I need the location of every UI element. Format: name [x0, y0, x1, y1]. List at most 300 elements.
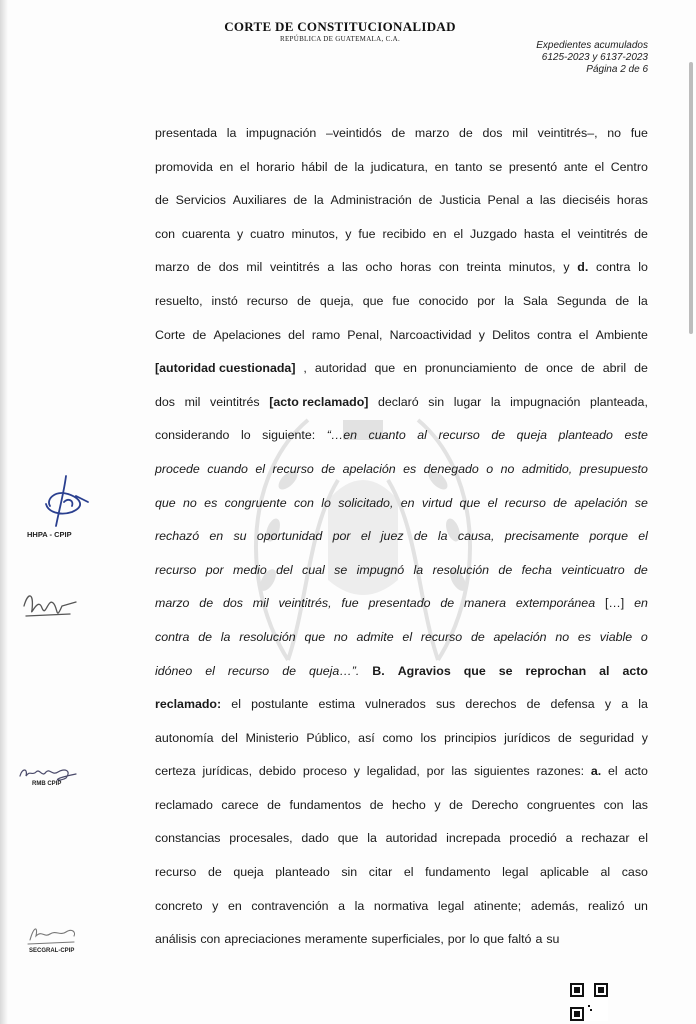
word: jurídicos	[504, 730, 551, 745]
word: Corte	[155, 327, 186, 342]
word: resuelto,	[155, 293, 203, 308]
word: mil	[512, 126, 528, 140]
word: horas	[400, 260, 432, 275]
word: viable	[599, 629, 633, 644]
word: procede	[155, 461, 200, 476]
scrollbar[interactable]	[689, 62, 693, 334]
word: oportunidad	[256, 529, 323, 544]
word: de	[634, 361, 648, 376]
word: acto	[624, 764, 648, 779]
word: fecha	[521, 562, 552, 577]
word: de	[334, 159, 348, 174]
word: el	[239, 159, 250, 174]
word: en	[403, 361, 417, 376]
word: su	[546, 932, 560, 947]
word: a	[535, 932, 543, 947]
word: queja…”.	[309, 663, 360, 678]
word: legal	[502, 865, 529, 880]
word: admitido,	[521, 461, 573, 476]
word: contravención	[251, 898, 329, 913]
text-line	[155, 151, 648, 185]
word: en	[219, 159, 234, 174]
word: en	[400, 495, 415, 510]
word: por	[332, 529, 351, 544]
word: aplicable	[539, 865, 589, 880]
word: cuando	[207, 461, 248, 476]
word: de	[491, 428, 506, 443]
word: recurso	[420, 629, 463, 644]
case-reference	[536, 40, 648, 76]
word: que	[362, 293, 384, 308]
word: legal	[437, 898, 465, 913]
word: Penal	[487, 193, 520, 208]
word: razones:	[536, 764, 585, 779]
signature-label-3: SECGRAL-CPIP	[29, 948, 75, 954]
word: de	[634, 226, 648, 241]
word: de	[199, 596, 214, 611]
word: [autoridad cuestionada]	[155, 361, 296, 376]
word: la	[226, 126, 237, 140]
word: porque	[589, 529, 628, 544]
text-line	[155, 218, 648, 252]
word: a	[565, 831, 573, 846]
word: al	[600, 865, 611, 880]
word: impugnación	[246, 126, 317, 140]
word: de	[321, 461, 336, 476]
word: superficiales,	[371, 932, 444, 947]
word: de	[459, 126, 473, 140]
word: del	[276, 562, 293, 577]
word: presupuesto	[579, 461, 648, 476]
word: sin	[428, 394, 445, 409]
word: atinente;	[473, 898, 522, 913]
word: o	[640, 629, 648, 644]
word: que	[483, 932, 505, 947]
word: marzo	[155, 596, 190, 611]
word: horario	[256, 159, 295, 174]
word: las	[341, 260, 358, 275]
word: fue	[358, 226, 376, 241]
text-line	[155, 554, 648, 588]
text-line	[155, 856, 648, 890]
word: de	[524, 361, 539, 376]
word: por	[426, 764, 445, 779]
word: veintitrés–,	[537, 126, 598, 140]
word: el	[487, 495, 498, 510]
word: declaró	[378, 394, 419, 409]
word: fue	[630, 126, 648, 140]
word: promovida	[155, 159, 213, 174]
word: y	[563, 260, 570, 275]
word: considerando	[155, 428, 230, 443]
word: el	[561, 226, 571, 241]
word: hábil	[301, 159, 328, 174]
word: la	[413, 562, 424, 577]
word: el	[608, 764, 618, 779]
word: de	[615, 293, 630, 308]
word: es	[577, 629, 591, 644]
word: no	[183, 495, 197, 510]
word: de	[282, 663, 296, 678]
word: de	[580, 361, 595, 376]
word: recurso	[155, 562, 197, 577]
word: este	[624, 428, 648, 443]
word: en	[434, 159, 449, 174]
word: Penal,	[347, 327, 383, 342]
word: presentado	[368, 596, 431, 611]
word: recurso	[438, 428, 480, 443]
text-line	[155, 688, 648, 722]
word: de	[553, 495, 568, 510]
word: caso	[621, 865, 648, 880]
case-type: Expedientes acumulados	[536, 40, 648, 51]
word: de	[391, 126, 406, 140]
word: planteado	[558, 428, 613, 443]
page-edge-shadow	[0, 0, 8, 1024]
word: recurso	[504, 495, 546, 510]
word: ante	[563, 159, 588, 174]
word: además,	[530, 898, 579, 913]
word: lugar	[453, 394, 482, 409]
word: denegado	[423, 461, 479, 476]
word: de	[192, 327, 207, 342]
word: contra	[537, 327, 572, 342]
word: de	[440, 596, 455, 611]
word: Apelaciones	[213, 327, 281, 342]
body-text	[155, 117, 648, 957]
text-line	[155, 487, 648, 521]
word: mil	[252, 596, 269, 611]
word: la	[354, 898, 365, 913]
word: Público,	[306, 730, 351, 745]
word: juez	[380, 529, 404, 544]
word: defensa	[550, 697, 595, 712]
word: normativa	[373, 898, 429, 913]
word: queja	[516, 428, 547, 443]
word: de	[413, 529, 428, 544]
word: queja	[233, 865, 264, 880]
word: su	[233, 529, 247, 544]
text-line	[155, 520, 648, 554]
word: “…en	[326, 428, 358, 443]
word: virtud	[421, 495, 453, 510]
word: el	[638, 831, 648, 846]
word: con	[438, 260, 459, 275]
word: por	[447, 932, 466, 947]
word: recurso	[246, 293, 289, 308]
word: ocho	[365, 260, 393, 275]
word: por	[477, 293, 496, 308]
word: de	[155, 193, 169, 208]
word: de	[293, 193, 308, 208]
text-line	[155, 117, 648, 151]
word: Justicia	[439, 193, 481, 208]
word: fue	[341, 596, 359, 611]
word: idóneo	[155, 663, 193, 678]
word: la	[638, 293, 648, 308]
word: acto	[622, 663, 648, 678]
word: increpada	[446, 831, 501, 846]
word: Agravios	[397, 663, 451, 678]
word: en	[634, 596, 648, 611]
word: apelación	[493, 629, 547, 644]
word: hasta	[523, 226, 555, 241]
word: legalidad,	[366, 764, 420, 779]
word: veintitrés,	[278, 596, 332, 611]
word: las	[451, 764, 468, 779]
word: treinta	[466, 260, 502, 275]
word: d.	[577, 260, 589, 275]
word: de	[526, 697, 541, 712]
signature-mark-2	[20, 586, 78, 624]
word: recurso	[227, 663, 270, 678]
word: impugnó	[356, 562, 405, 577]
text-line	[155, 587, 648, 621]
word: Ambiente	[595, 327, 648, 342]
word: veintitrés	[210, 394, 260, 409]
word: rechazó	[155, 529, 200, 544]
word: [acto reclamado]	[269, 394, 369, 409]
word: o	[486, 461, 494, 476]
word: admite	[356, 629, 394, 644]
word: con	[603, 797, 624, 812]
word: cuarenta	[181, 226, 231, 241]
word: precisamente	[504, 529, 580, 544]
word: y	[212, 898, 219, 913]
word: y	[434, 797, 441, 812]
word: el	[578, 327, 589, 342]
court-title: CORTE DE CONSTITUCIONALIDAD	[224, 19, 456, 34]
word: el	[638, 529, 648, 544]
word: el	[403, 865, 414, 880]
word: fundamento	[425, 865, 491, 880]
text-line	[155, 319, 648, 353]
text-line	[155, 923, 648, 957]
word: mil	[246, 260, 263, 275]
word: apreciaciones	[224, 932, 301, 947]
word: realizó	[588, 898, 625, 913]
text-line	[155, 655, 648, 689]
word: así	[358, 730, 375, 745]
text-line	[155, 453, 648, 487]
text-line	[155, 890, 648, 924]
word: las	[539, 193, 556, 208]
word: contra	[596, 260, 631, 275]
word: y	[353, 764, 360, 779]
word: el	[231, 697, 241, 712]
signature-mark-1	[36, 472, 96, 530]
word: reprochan	[525, 663, 587, 678]
word: del	[288, 327, 305, 342]
word: contra	[155, 629, 190, 644]
word: no	[333, 629, 348, 644]
word: del	[221, 730, 238, 745]
word: que	[304, 629, 326, 644]
word: la	[638, 697, 648, 712]
word: a	[526, 193, 533, 208]
word: el	[255, 461, 266, 476]
word: conocido	[418, 293, 469, 308]
word: procedió	[509, 831, 557, 846]
word: y	[478, 327, 485, 342]
word: autoridad	[385, 831, 438, 846]
word: en	[209, 529, 224, 544]
word: es	[204, 495, 218, 510]
word: que	[155, 495, 176, 510]
word: recurso	[272, 461, 314, 476]
text-line	[155, 621, 648, 655]
word: de	[197, 260, 211, 275]
word: manera	[464, 596, 507, 611]
qr-code	[570, 983, 608, 1021]
word: carece	[221, 797, 259, 812]
word: mil	[184, 394, 201, 409]
word: reclamado:	[155, 697, 222, 712]
word: jurídicas,	[202, 764, 253, 779]
word: reclamado	[155, 797, 213, 812]
word: marzo	[414, 126, 450, 140]
court-country: REPÚBLICA DE GUATEMALA, C.A.	[279, 35, 400, 43]
word: veintitrés	[577, 226, 628, 241]
text-line	[155, 722, 648, 756]
word: principios	[444, 730, 497, 745]
word: citar	[368, 865, 393, 880]
word: Sala	[522, 293, 548, 308]
word: congruente	[224, 495, 287, 510]
word: sus	[435, 697, 456, 712]
word: Juzgado	[470, 226, 517, 241]
word: congruentes	[526, 797, 596, 812]
word: el	[594, 159, 605, 174]
word: seguridad	[579, 730, 634, 745]
word: B.	[372, 663, 385, 678]
text-line	[155, 822, 648, 856]
word: rechazar	[581, 831, 630, 846]
word: la	[490, 394, 501, 409]
word: minutos,	[508, 260, 556, 275]
text-line	[155, 184, 648, 218]
word: instó	[211, 293, 238, 308]
word: Ministerio	[245, 730, 299, 745]
word: análisis	[155, 932, 197, 947]
word: judicatura,	[370, 159, 428, 174]
word: presentó	[508, 159, 558, 174]
text-line	[155, 251, 648, 285]
word: vulnerados	[365, 697, 426, 712]
word: proceso	[302, 764, 347, 779]
word: con	[293, 495, 314, 510]
word: procesales,	[229, 831, 293, 846]
word: es	[403, 461, 417, 476]
word: de	[634, 562, 648, 577]
word: constancias	[155, 831, 221, 846]
word: extemporánea	[515, 596, 596, 611]
word: en	[432, 226, 447, 241]
word: Centro	[610, 159, 648, 174]
word: con	[200, 932, 221, 947]
text-line	[155, 789, 648, 823]
signature-label-1: HHPA - CPIP	[27, 530, 72, 539]
word: cual	[302, 562, 325, 577]
word: el	[360, 529, 371, 544]
word: como	[382, 730, 413, 745]
word: veintitrés	[269, 260, 320, 275]
word: a	[621, 697, 629, 712]
text-line	[155, 352, 648, 386]
word: con	[155, 226, 175, 241]
word: recurso	[155, 865, 197, 880]
word: lo	[240, 428, 251, 443]
word: presentada	[155, 126, 218, 140]
word: Delitos	[492, 327, 530, 342]
word: dos	[155, 394, 175, 409]
word: el	[402, 629, 413, 644]
word: se	[498, 663, 513, 678]
word: que	[463, 663, 486, 678]
case-numbers: 6125-2023 y 6137-2023	[541, 52, 648, 63]
word: la	[367, 831, 377, 846]
word: hecho	[392, 797, 426, 812]
word: cuatro	[250, 226, 285, 241]
word: y	[604, 697, 612, 712]
word: dos	[222, 596, 243, 611]
word: a	[338, 898, 346, 913]
word: lo	[469, 932, 480, 947]
word: de	[369, 797, 384, 812]
word: faltó	[508, 932, 532, 947]
signature-label-2: RMB CPIP	[32, 781, 62, 787]
word: siguientes	[473, 764, 530, 779]
page-number: Página 2 de 6	[586, 64, 648, 75]
word: no	[607, 126, 622, 140]
word: Auxiliares	[232, 193, 287, 208]
word: las	[632, 797, 648, 812]
word: se	[334, 562, 348, 577]
word: y	[641, 730, 648, 745]
word: Derecho	[471, 797, 519, 812]
word: planteado	[275, 865, 330, 880]
word: la	[437, 529, 448, 544]
word: dado	[301, 831, 329, 846]
word: resolución	[432, 562, 490, 577]
word: […]	[604, 596, 625, 611]
word: queja,	[319, 293, 354, 308]
word: –veintidós	[325, 126, 382, 140]
word: lo	[638, 260, 648, 275]
word: el	[205, 663, 215, 678]
word: Narcoactividad	[389, 327, 472, 342]
word: se	[634, 495, 648, 510]
word: Administración	[330, 193, 412, 208]
word: que	[459, 495, 481, 510]
word: de	[267, 797, 281, 812]
signature-mark-4	[24, 922, 80, 948]
word: recibido	[382, 226, 426, 241]
word: resolución	[239, 629, 296, 644]
word: de	[498, 562, 513, 577]
word: al	[599, 663, 610, 678]
word: de	[558, 730, 572, 745]
word: estima	[318, 697, 355, 712]
word: a.	[590, 764, 602, 779]
word: que	[374, 361, 396, 376]
word: postulante	[251, 697, 309, 712]
word: se	[489, 159, 503, 174]
word: apelación	[574, 495, 628, 510]
word: autonomía	[155, 730, 214, 745]
text-line	[155, 755, 648, 789]
word: cuanto	[368, 428, 406, 443]
